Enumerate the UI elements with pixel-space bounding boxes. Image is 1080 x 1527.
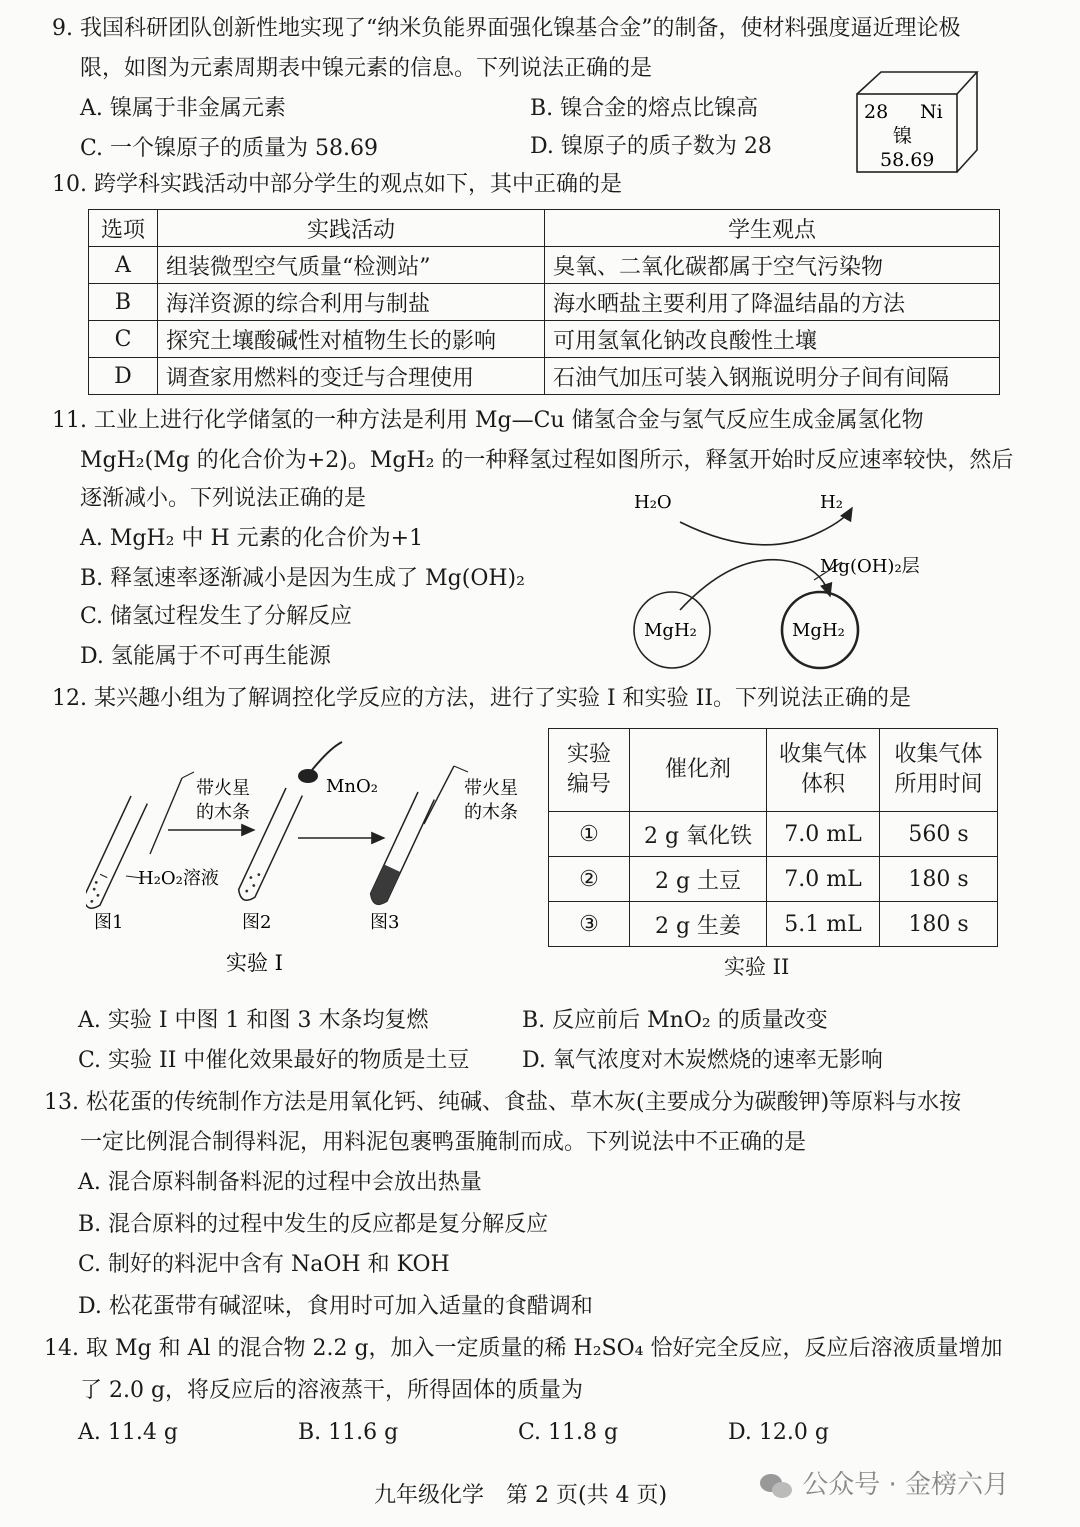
watermark xyxy=(760,1464,1009,1501)
cell-option: C xyxy=(89,321,158,358)
q14-stem-line1: 14. 取 Mg 和 Al 的混合物 2.2 g，加入一定质量的稀 H₂SO₄ 恰好完全反应，反应后溶液质量增加 xyxy=(44,1336,1003,1361)
cell-volume: 7.0 mL xyxy=(767,857,880,902)
q12-option-b: B. 反应前后 MnO₂ 的质量改变 xyxy=(522,1008,828,1033)
q9-option-c: C. 一个镍原子的质量为 58.69 xyxy=(80,136,379,161)
cell-time: 180 s xyxy=(880,857,998,902)
q9-stem-line2: 限，如图为元素周期表中镍元素的信息。下列说法正确的是 xyxy=(80,56,653,81)
cell-view: 石油气加压可装入钢瓶说明分子间有间隔 xyxy=(545,358,1000,395)
q10-stem: 10. 跨学科实践活动中部分学生的观点如下，其中正确的是 xyxy=(52,172,622,197)
q10-header-option: 选项 xyxy=(89,210,158,247)
cell-time: 560 s xyxy=(880,812,998,857)
element-number: 28 xyxy=(864,101,889,123)
q13-option-a: A. 混合原料制备料泥的过程中会放出热量 xyxy=(78,1170,482,1195)
label-splint-1b: 的木条 xyxy=(196,802,250,823)
cell-id: ② xyxy=(549,857,630,902)
q11-stem-line3: 逐渐减小。下列说法正确的是 xyxy=(80,486,367,511)
q12-option-d: D. 氧气浓度对木炭燃烧的速率无影响 xyxy=(522,1048,883,1073)
cell-option: A xyxy=(89,247,158,284)
watermark-text: 公众号 · 金榜六月 xyxy=(802,1470,1010,1500)
q13-option-d: D. 松花蛋带有碱涩味，食用时可加入适量的食醋调和 xyxy=(78,1294,593,1319)
q12-table xyxy=(548,728,998,947)
experiment-one-figure xyxy=(86,736,546,986)
wechat-icon xyxy=(760,1472,794,1500)
cell-view: 海水晒盐主要利用了降温结晶的方法 xyxy=(545,284,1000,321)
q9-option-a: A. 镍属于非金属元素 xyxy=(80,96,286,121)
cell-activity: 组装微型空气质量“检测站” xyxy=(158,247,545,284)
q9-option-d: D. 镍原子的质子数为 28 xyxy=(530,134,772,159)
hydrogen-release-diagram xyxy=(620,484,940,674)
q13-stem-line2: 一定比例混合制得料泥，用料泥包裹鸭蛋腌制而成。下列说法中不正确的是 xyxy=(80,1130,807,1155)
q11-option-a: A. MgH₂ 中 H 元素的化合价为+1 xyxy=(80,526,424,551)
table-row xyxy=(549,812,998,857)
cell-activity: 探究土壤酸碱性对植物生长的影响 xyxy=(158,321,545,358)
q12-header-id: 实验 编号 xyxy=(549,729,630,812)
table-row xyxy=(89,284,1000,321)
q14-option-c: C. 11.8 g xyxy=(518,1420,619,1445)
q13-option-c: C. 制好的料泥中含有 NaOH 和 KOH xyxy=(78,1252,450,1277)
label-mgoh2-layer: Mg(OH)₂层 xyxy=(820,556,920,577)
cell-volume: 7.0 mL xyxy=(767,812,880,857)
cell-view: 可用氢氧化钠改良酸性土壤 xyxy=(545,321,1000,358)
cell-catalyst: 2 g 土豆 xyxy=(630,857,767,902)
label-hydrogen: H₂ xyxy=(820,492,843,513)
q11-option-d: D. 氢能属于不可再生能源 xyxy=(80,644,331,669)
cell-option: D xyxy=(89,358,158,395)
cell-id: ① xyxy=(549,812,630,857)
label-splint-3b: 的木条 xyxy=(464,802,518,823)
caption-experiment-1: 实验 I xyxy=(226,951,283,975)
label-mno2: MnO₂ xyxy=(326,776,378,797)
element-symbol: Ni xyxy=(920,101,943,123)
label-splint-1a: 带火星 xyxy=(196,778,250,799)
q9-stem-line1: 9. 我国科研团队创新性地实现了“纳米负能界面强化镍基合金”的制备，使材料强度逼近理论极 xyxy=(52,16,961,41)
q10-header-activity: 实践活动 xyxy=(158,210,545,247)
cell-catalyst: 2 g 氧化铁 xyxy=(630,812,767,857)
q13-option-b: B. 混合原料的过程中发生的反应都是复分解反应 xyxy=(78,1212,549,1237)
label-fig1: 图1 xyxy=(94,912,124,933)
table-row xyxy=(89,247,1000,284)
table-row xyxy=(549,857,998,902)
table-row xyxy=(549,902,998,947)
cell-activity: 海洋资源的综合利用与制盐 xyxy=(158,284,545,321)
q11-stem-line1: 11. 工业上进行化学储氢的一种方法是利用 Mg—Cu 储氢合金与氢气反应生成金属氢化物 xyxy=(52,408,924,433)
q14-option-b: B. 11.6 g xyxy=(298,1420,399,1445)
q14-option-d: D. 12.0 g xyxy=(728,1420,829,1445)
cell-catalyst: 2 g 生姜 xyxy=(630,902,767,947)
q11-stem-line2: MgH₂(Mg 的化合价为+2)。MgH₂ 的一种释氢过程如图所示，释氢开始时反应速率较快，然后 xyxy=(80,448,1014,473)
label-water: H₂O xyxy=(634,492,672,513)
label-mgh2-left: MgH₂ xyxy=(644,620,697,641)
cell-id: ③ xyxy=(549,902,630,947)
caption-experiment-2: 实验 II xyxy=(724,955,790,979)
cell-activity: 调查家用燃料的变迁与合理使用 xyxy=(158,358,545,395)
cell-time: 180 s xyxy=(880,902,998,947)
table-row xyxy=(89,321,1000,358)
q14-stem-line2: 了 2.0 g，将反应后的溶液蒸干，所得固体的质量为 xyxy=(80,1378,584,1403)
q12-header-volume: 收集气体 体积 xyxy=(767,729,880,812)
nickel-element-card xyxy=(850,66,985,178)
cell-volume: 5.1 mL xyxy=(767,902,880,947)
q11-option-b: B. 释氢速率逐渐减小是因为生成了 Mg(OH)₂ xyxy=(80,566,525,591)
cell-view: 臭氧、二氧化碳都属于空气污染物 xyxy=(545,247,1000,284)
label-splint-3a: 带火星 xyxy=(464,778,518,799)
q10-header-view: 学生观点 xyxy=(545,210,1000,247)
label-mgh2-right: MgH₂ xyxy=(792,620,845,641)
element-name: 镍 xyxy=(893,125,913,147)
q12-option-a: A. 实验 I 中图 1 和图 3 木条均复燃 xyxy=(78,1008,429,1033)
q12-stem: 12. 某兴趣小组为了解调控化学反应的方法，进行了实验 I 和实验 II。下列说法正确的是 xyxy=(52,686,912,711)
q14-option-a: A. 11.4 g xyxy=(78,1420,178,1445)
table-row xyxy=(89,358,1000,395)
page-footer: 九年级化学 第 2 页(共 4 页) xyxy=(374,1483,668,1508)
label-fig2: 图2 xyxy=(242,912,272,933)
q12-option-c: C. 实验 II 中催化效果最好的物质是土豆 xyxy=(78,1048,470,1073)
q13-stem-line1: 13. 松花蛋的传统制作方法是用氧化钙、纯碱、食盐、草木灰(主要成分为碳酸钾)等原料与水按 xyxy=(44,1090,962,1115)
label-h2o2: H₂O₂溶液 xyxy=(138,868,219,889)
cell-option: B xyxy=(89,284,158,321)
q11-option-c: C. 储氢过程发生了分解反应 xyxy=(80,604,353,629)
label-fig3: 图3 xyxy=(370,912,400,933)
q10-table xyxy=(88,209,1000,395)
q12-header-catalyst: 催化剂 xyxy=(630,729,767,812)
q9-option-b: B. 镍合金的熔点比镍高 xyxy=(530,96,759,121)
q12-header-time: 收集气体 所用时间 xyxy=(880,729,998,812)
element-mass: 58.69 xyxy=(880,149,935,171)
